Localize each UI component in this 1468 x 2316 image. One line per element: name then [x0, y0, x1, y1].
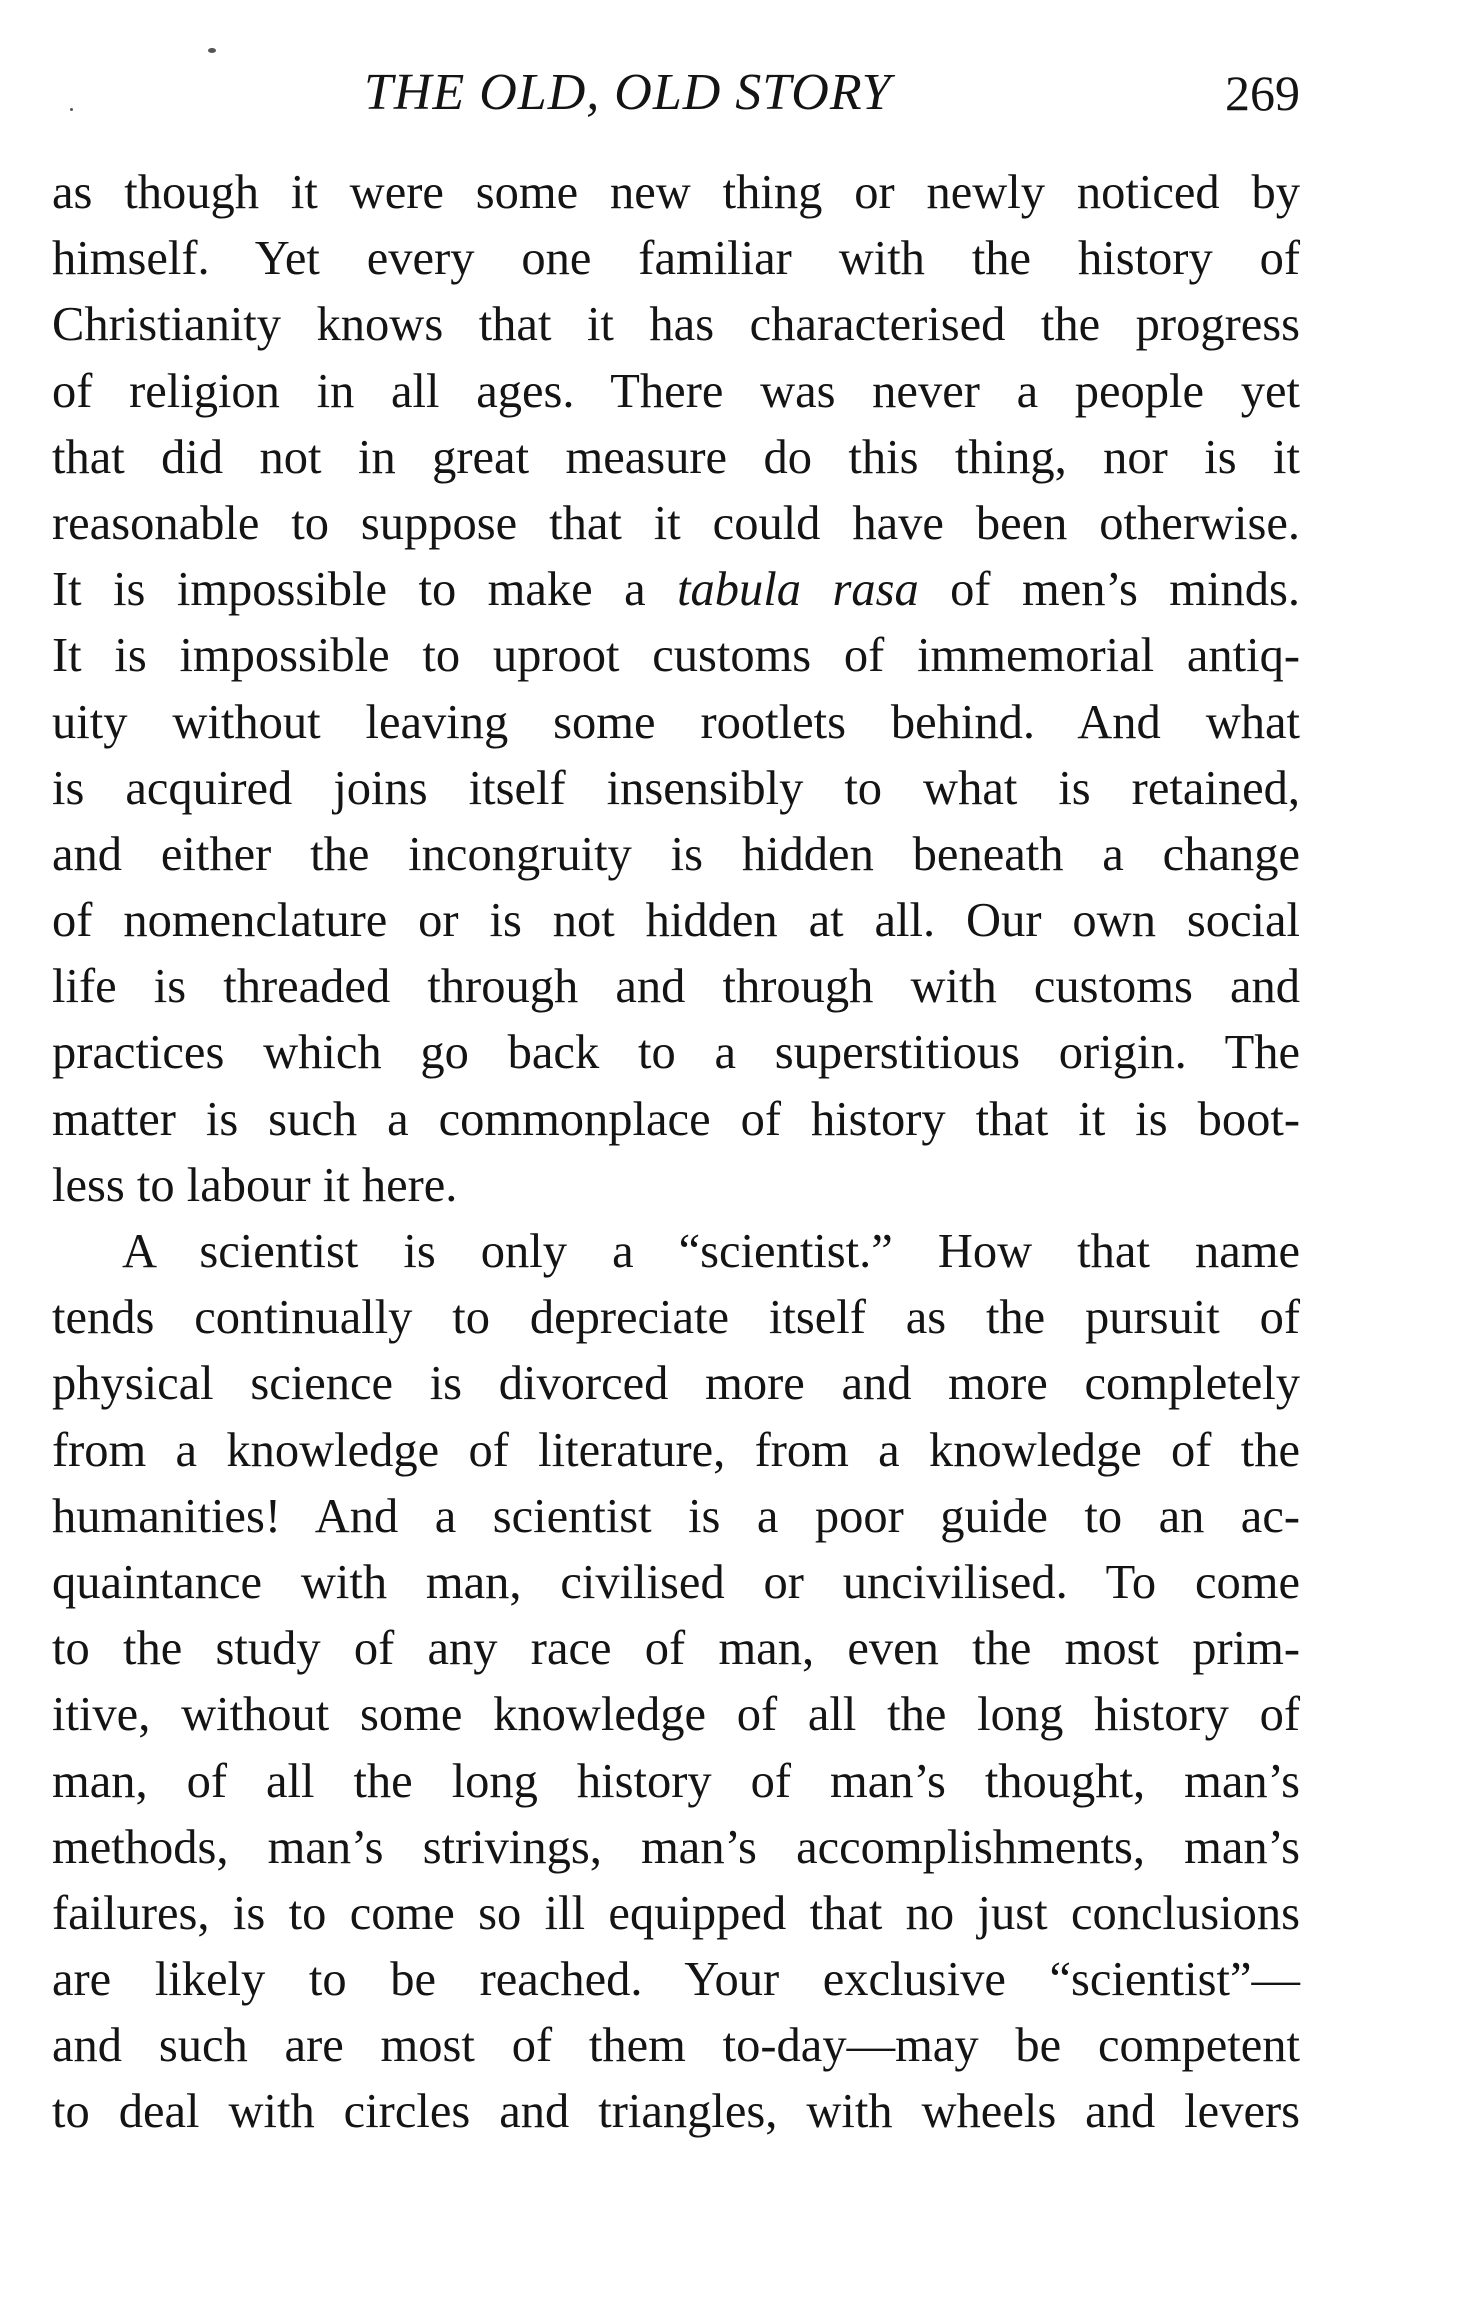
running-title: THE OLD, OLD STORY — [364, 64, 892, 121]
print-speck — [70, 108, 73, 111]
page-header — [52, 58, 1300, 128]
text-line: uity without leaving some rootlets behind. And what — [52, 695, 1300, 749]
text-segment: of men’s minds. — [918, 563, 1300, 617]
page-number: 269 — [1225, 65, 1300, 121]
text-line: of religion in all ages. There was never a people yet — [52, 364, 1300, 418]
paragraph-2 — [52, 1219, 1300, 2146]
text-line: practices which go back to a superstitious origin. The — [52, 1026, 1300, 1080]
text-line: himself. Yet every one familiar with the history of — [52, 232, 1300, 286]
text-line: from a knowledge of literature, from a knowledge of the — [52, 1423, 1300, 1477]
text-line: life is threaded through and through with customs and — [52, 960, 1300, 1014]
text-line: methods, man’s strivings, man’s accomplishments, man’s — [52, 1820, 1300, 1874]
text-line: is acquired joins itself insensibly to what is retained, — [52, 761, 1300, 815]
text-line: and such are most of them to-day—may be competent — [52, 2019, 1300, 2073]
text-line: humanities! And a scientist is a poor guide to an ac- — [52, 1489, 1300, 1543]
text-line: to the study of any race of man, even the most prim- — [52, 1622, 1300, 1676]
text-line — [52, 557, 1300, 623]
text-line: that did not in great measure do this thing, nor is it — [52, 430, 1300, 484]
text-segment: It is impossible to make a — [52, 563, 678, 617]
text-line: tends continually to depreciate itself as the pursuit of — [52, 1291, 1300, 1345]
text-line: less to labour it here. — [52, 1158, 458, 1212]
text-line: matter is such a commonplace of history that it is boot- — [52, 1092, 1300, 1146]
text-line: are likely to be reached. Your exclusive “scientist”— — [52, 1953, 1300, 2007]
text-line: quaintance with man, civilised or uncivilised. To come — [52, 1555, 1300, 1609]
text-line: reasonable to suppose that it could have been otherwise. — [52, 496, 1300, 550]
text-line: It is impossible to uproot customs of immemorial antiq- — [52, 629, 1300, 683]
print-speck — [208, 48, 216, 53]
text-line: Christianity knows that it has characterised the progress — [52, 298, 1300, 352]
text-line: itive, without some knowledge of all the long history of — [52, 1688, 1300, 1742]
text-line: A scientist is only a “scientist.” How that name — [122, 1225, 1300, 1278]
body-text — [52, 160, 1300, 2146]
italic-phrase: tabula rasa — [677, 563, 919, 617]
text-line: man, of all the long history of man’s thought, man’s — [52, 1754, 1300, 1808]
text-line: and either the incongruity is hidden beneath a change — [52, 827, 1300, 881]
text-line: failures, is to come so ill equipped that no just conclusions — [52, 1886, 1300, 1940]
text-line: of nomenclature or is not hidden at all. Our own social — [52, 894, 1300, 948]
text-line: physical science is divorced more and more completely — [52, 1357, 1300, 1411]
text-line: as though it were some new thing or newly noticed by — [52, 166, 1300, 219]
text-line: to deal with circles and triangles, with wheels and levers — [52, 2085, 1300, 2139]
paragraph-1 — [52, 160, 1300, 1219]
